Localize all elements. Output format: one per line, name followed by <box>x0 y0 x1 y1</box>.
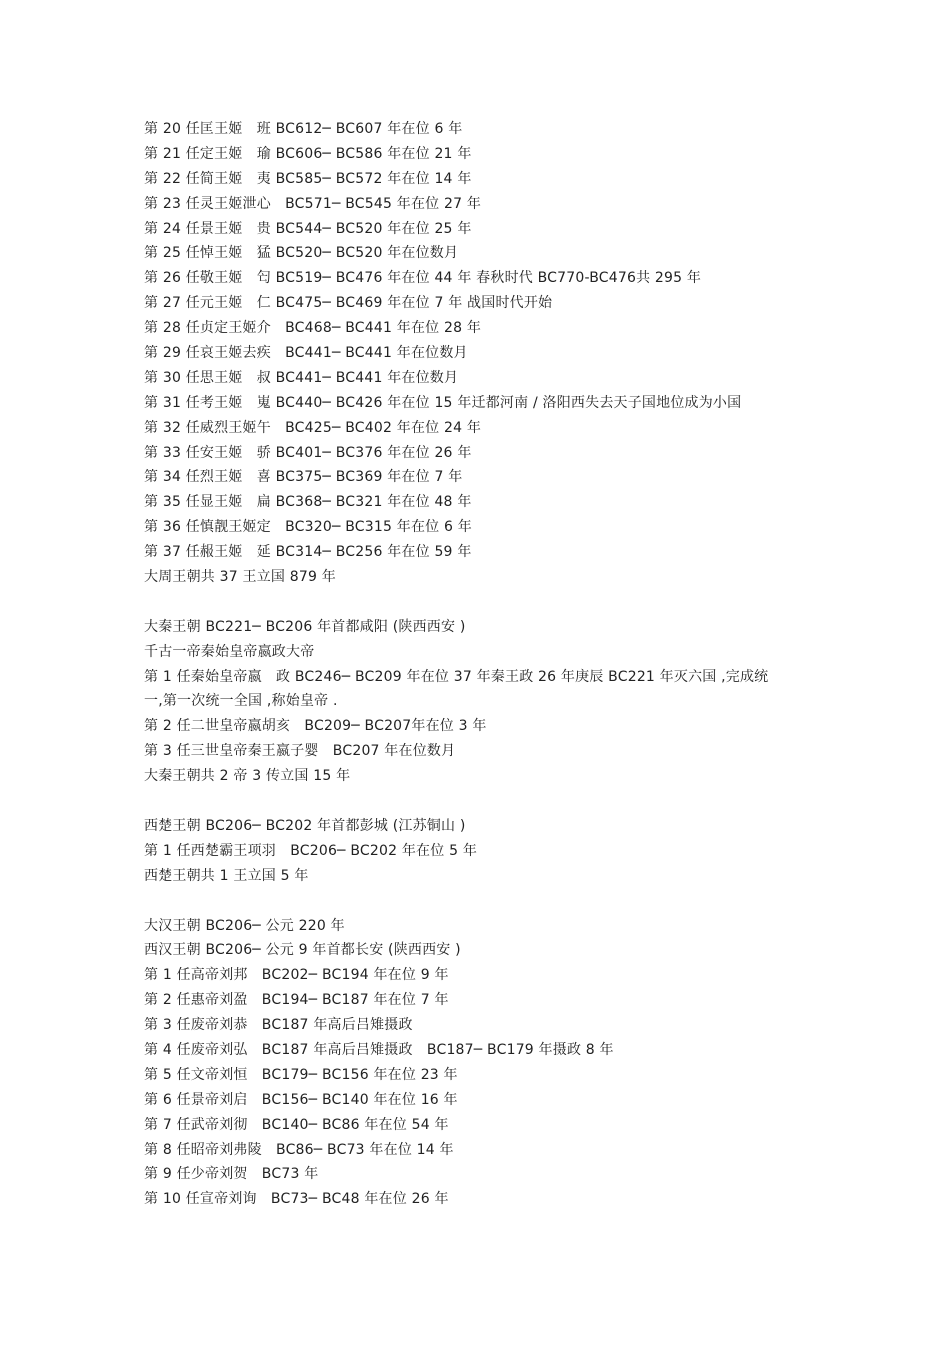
text-line: 第 3 任三世皇帝秦王嬴子婴 BC207 年在位数月 <box>144 743 456 760</box>
text-line: 第 20 任匡王姬 班 BC612─ BC607 年在位 6 年 <box>144 121 463 137</box>
text-line: 第 10 任宣帝刘询 BC73─ BC48 年在位 26 年 <box>144 1191 449 1208</box>
text-line: 第 21 任定王姬 瑜 BC606─ BC586 年在位 21 年 <box>144 145 472 162</box>
text-line: 第 34 任烈王姬 喜 BC375─ BC369 年在位 7 年 <box>144 469 463 486</box>
text-line: 第 30 任思王姬 叔 BC441─ BC441 年在位数月 <box>144 369 459 386</box>
text-line: 第 5 任文帝刘恒 BC179─ BC156 年在位 23 年 <box>144 1066 458 1083</box>
text-line: 第 28 任贞定王姬介 BC468─ BC441 年在位 28 年 <box>144 320 482 337</box>
text-line: 第 36 任慎靓王姬定 BC320─ BC315 年在位 6 年 <box>144 519 472 536</box>
text-line: 大秦王朝共 2 帝 3 传立国 15 年 <box>144 768 351 785</box>
text-line: 第 32 任威烈王姬午 BC425─ BC402 年在位 24 年 <box>144 419 482 436</box>
text-line: 第 22 任简王姬 夷 BC585─ BC572 年在位 14 年 <box>144 170 472 187</box>
text-line: 第 8 任昭帝刘弗陵 BC86─ BC73 年在位 14 年 <box>144 1141 454 1158</box>
text-line: 第 7 任武帝刘彻 BC140─ BC86 年在位 54 年 <box>144 1116 449 1133</box>
blank-line <box>144 590 814 615</box>
text-line: 第 25 任悼王姬 猛 BC520─ BC520 年在位数月 <box>144 245 459 262</box>
text-line: 西楚王朝 BC206─ BC202 年首都彭城 (江苏铜山 ) <box>144 817 466 834</box>
text-line: 第 24 任景王姬 贵 BC544─ BC520 年在位 25 年 <box>144 220 472 237</box>
text-line: 第 29 任哀王姬去疾 BC441─ BC441 年在位数月 <box>144 345 468 362</box>
text-line: 大汉王朝 BC206─ 公元 220 年 <box>144 917 345 934</box>
text-line: 第 33 任安王姬 骄 BC401─ BC376 年在位 26 年 <box>144 444 472 461</box>
text-line: 第 3 任废帝刘恭 BC187 年高后吕雉摄政 <box>144 1017 413 1034</box>
text-line: 第 23 任灵王姬泄心 BC571─ BC545 年在位 27 年 <box>144 195 482 212</box>
text-line: 千古一帝秦始皇帝嬴政大帝 <box>144 643 315 660</box>
text-line: 第 9 任少帝刘贺 BC73 年 <box>144 1166 319 1183</box>
text-line: 大秦王朝 BC221─ BC206 年首都咸阳 (陕西西安 ) <box>144 618 466 635</box>
text-line: 第 6 任景帝刘启 BC156─ BC140 年在位 16 年 <box>144 1091 458 1108</box>
blank-line <box>144 889 814 914</box>
text-line: 西汉王朝 BC206─ 公元 9 年首都长安 (陕西西安 ) <box>144 942 461 959</box>
text-line: 第 2 任惠帝刘盈 BC194─ BC187 年在位 7 年 <box>144 992 449 1009</box>
text-line: 第 27 任元王姬 仁 BC475─ BC469 年在位 7 年 战国时代开始 <box>144 295 553 312</box>
text-line: 第 1 任秦始皇帝嬴 政 BC246─ BC209 年在位 37 年秦王政 26 年庚辰 BC221 年灭六国 ,完成统 <box>144 668 769 685</box>
text-line: 第 2 任二世皇帝嬴胡亥 BC209─ BC207年在位 3 年 <box>144 718 487 735</box>
text-line: 西楚王朝共 1 王立国 5 年 <box>144 867 309 884</box>
text-line: 第 37 任赧王姬 延 BC314─ BC256 年在位 59 年 <box>144 544 472 561</box>
document-body <box>144 117 814 1212</box>
blank-line <box>144 789 814 814</box>
text-line: 第 31 任考王姬 嵬 BC440─ BC426 年在位 15 年迁都河南 / 洛阳西失去天子国地位成为小国 <box>144 394 742 411</box>
text-line: 第 1 任高帝刘邦 BC202─ BC194 年在位 9 年 <box>144 967 449 984</box>
text-line: 一,第一次统一全国 ,称始皇帝 . <box>144 693 338 710</box>
text-line: 第 35 任显王姬 扁 BC368─ BC321 年在位 48 年 <box>144 494 472 511</box>
text-line: 大周王朝共 37 王立国 879 年 <box>144 569 336 586</box>
text-line: 第 26 任敬王姬 匄 BC519─ BC476 年在位 44 年 春秋时代 BC770-BC476共 295 年 <box>144 270 702 287</box>
text-line: 第 1 任西楚霸王项羽 BC206─ BC202 年在位 5 年 <box>144 842 478 859</box>
text-line: 第 4 任废帝刘弘 BC187 年高后吕雉摄政 BC187─ BC179 年摄政 8 年 <box>144 1041 614 1058</box>
